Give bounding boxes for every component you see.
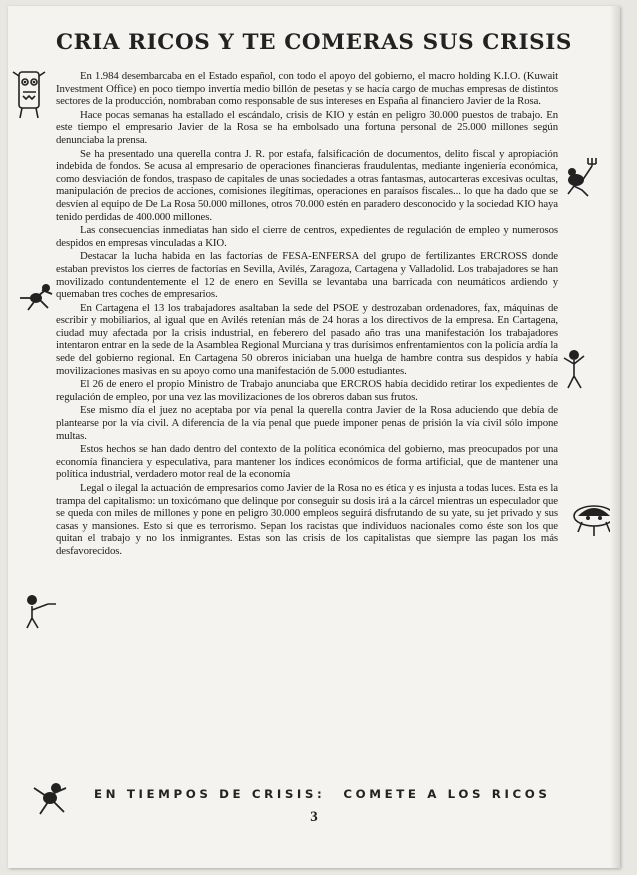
paragraph-3: Se ha presentado una querella contra J. R. por estafa, falsificación de documentos, delito fiscal y apropiación indebida de fondos. Se acusa al empresario de operaciones financieras fraudulentas, mediante ingeniería económica, como desviación de fondos, traspaso de capitales de unas sociedades a otras fantasmas, autocarteras excesivas ocultas, manipulación de precios de acciones, comisiones ilegítimas, operaciones en paraísos fiscales... lo que ha dado que se desvíen al equipo de De La Rosa 50.000 millones, otros 70.000 estén en paradero desconocido y la sociedad KIO haya tenido perdidas de 400.000 millones. <box>56 147 558 223</box>
paragraph-4: Las consecuencias inmediatas han sido el cierre de centros, expedientes de regulación de empleo y numerosos despidos en empresas vinculadas a KIO. <box>56 224 558 249</box>
footer-slogan-part-2: COMETE A LOS RICOS <box>343 787 551 801</box>
tiki-figure-icon <box>10 66 50 124</box>
footer-slogan-part-1: EN TIEMPOS DE CRISIS: <box>94 787 326 801</box>
dancing-figure-icon <box>558 346 590 392</box>
ufo-creature-icon <box>568 492 620 540</box>
page-number: 3 <box>310 809 318 825</box>
paragraph-9: Estos hechos se han dado dentro del contexto de la política económica del gobierno, mas preocupados por una economía financiera y especulativa, para mantener los índices económicos de forma artificial, que de mantener una política industrial, verdadero motor real de la economía <box>56 443 558 481</box>
pointing-figure-icon <box>20 590 60 630</box>
article-body <box>56 70 558 559</box>
paragraph-10: Legal o ilegal la actuación de empresarios como Javier de la Rosa no es ética y es injusta a todas luces. Esta es la trampa del capitalismo: un toxicómano que delinque por conseguir su dosis irá a la cárcel mientras un especulador que se queda con miles de millones y pone en peligro 30.000 empleos seguirá disfrutando de su yate, su jet privado y sus casas y mansiones. Esto si que es terrorismo. Sepan los racistas que individuos nacionales como éste son los que quitan el trabajo y no los inmigrantes. Estas son las crisis de los capitalistas que siempre las pagan los más desfavorecidos. <box>56 482 558 557</box>
paragraph-7: El 26 de enero el propio Ministro de Trabajo anunciaba que ERCROS había decidido retirar los expedientes de regulación de empleo, por una vez las movilizaciones de los obreros daban sus frutos. <box>56 378 558 403</box>
running-figure-icon <box>16 278 58 312</box>
document-page <box>8 6 620 868</box>
footer-slogan <box>94 787 550 801</box>
paragraph-6: En Cartagena el 13 los trabajadores asaltaban la sede del PSOE y destrozaban ordenadores, fax, máquinas de escribir y mobiliarios, al igual que en Avilés retenían más de 24 horas a los directivos de la empresa. En Cartagena, ciudad muy afectada por la crisis industrial, en feberero del pasado año tras una manifestación los trabajadores intentaron entrar en la sede de la Asamblea Regional Murciana y tras durísimos enfrentamientos con la policía ardía la sede del gobierno regional. En Cartagena 50 obreros iniciaban una huelga de hambre contra sus despidos y había movilizaciones masivas en su apoyo como una manifestación de 5.000 estudiantes. <box>56 301 558 377</box>
paragraph-1: En 1.984 desembarcaba en el Estado español, con todo el apoyo del gobierno, el macro holding K.I.O. (Kuwait Investment Office) en poco tiempo invertía medio billón de pesetas y se hacía cargo de muchas empresas de distintos sectores de la producción, nombraban como responsable de sus intereses en España al financiero Javier de la Rosa. <box>56 70 558 108</box>
devil-pitchfork-icon <box>560 154 604 198</box>
paragraph-2: Hace pocas semanas ha estallado el escándalo, crisis de KIO y están en peligro 30.000 puestos de trabajo. En este tiempo el empresario Javier de la Rosa se ha embolsado una fortuna personal de 25.000 millones según denunciaba la prensa. <box>56 108 558 146</box>
page-title: CRIA RICOS Y TE COMERAS SUS CRISIS <box>55 30 573 55</box>
paragraph-5: Destacar la lucha habida en las factorías de FESA-ENFERSA del grupo de fertilizantes ERCROSS donde estaban previstos los cierres de factorías en Sevilla, Avilés, Zaragoza, Cartagena y Valladolid. Los trabajadores se han movilizado contundentemente el 12 de enero en Sevilla se levantaba una barricada con neumáticos ardiendo y quemaban tres coches de empresarios. <box>56 250 558 301</box>
paragraph-8: Ese mismo día el juez no aceptaba por vía penal la querella contra Javier de la Rosa aduciendo que debía de plantearse por la vía civil. A diferencia de la vía penal que puede imponer penas de prisión la vía civil sólo impone multas. <box>56 404 558 442</box>
